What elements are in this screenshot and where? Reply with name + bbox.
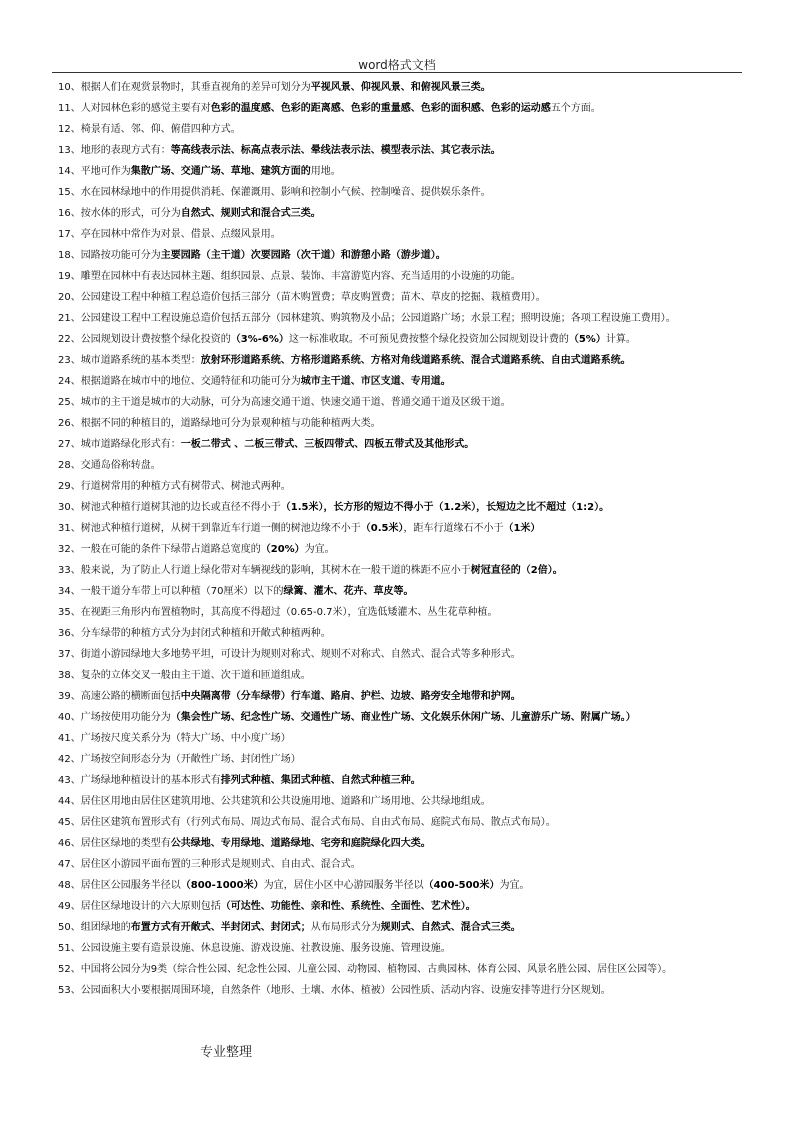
item-emphasis: 布置方式有开敞式、半封闭式、封闭式； bbox=[130, 922, 311, 933]
list-item bbox=[58, 329, 742, 350]
item-text: 26、根据不同的种植目的，道路绿地可分为景观种植与功能种植两大类。 bbox=[58, 418, 381, 429]
item-text: 22、公园规划设计费按整个绿化投资的 bbox=[58, 334, 231, 345]
item-emphasis: （0.5米） bbox=[360, 523, 404, 534]
item-text: 28、交通岛俗称转盘。 bbox=[58, 460, 161, 471]
item-emphasis: （可达性、功能性、亲和性、系统性、全面性、艺术性）。 bbox=[220, 901, 476, 912]
item-text: 12、椅景有适、邻、仰、俯借四种方式。 bbox=[58, 124, 241, 135]
item-text: 35、在视距三角形内布置植物时，其高度不得超过（0.65-0.7米），宜选低矮灌木、丛生花草种植。 bbox=[58, 607, 498, 618]
item-emphasis: （3%-6%） bbox=[230, 334, 289, 345]
item-text: 从布局形式分为 bbox=[310, 922, 381, 933]
item-text: 44、居住区用地由居住区建筑用地、公共建筑和公共设施用地、道路和广场用地、公共绿地组成。 bbox=[58, 796, 491, 807]
item-emphasis: 公共绿地、专用绿地、道路绿地、宅旁和庭院绿化四大类。 bbox=[170, 838, 431, 849]
item-text: 23、城市道路系统的基本类型： bbox=[58, 355, 201, 366]
list-item bbox=[58, 434, 742, 455]
item-text: 16、按水体的形式，可分为 bbox=[58, 208, 181, 219]
list-item bbox=[58, 455, 742, 476]
item-emphasis: 自然式、规则式和混合式三类。 bbox=[180, 208, 321, 219]
list-item bbox=[58, 203, 742, 224]
item-text: 40、广场按使用功能分为 bbox=[58, 712, 171, 723]
item-emphasis: （800-1000米） bbox=[180, 880, 264, 891]
item-emphasis: 绿篱、灌木、花卉、草皮等。 bbox=[283, 586, 414, 597]
list-item bbox=[58, 287, 742, 308]
item-text: 20、公园建设工程中种植工程总造价包括三部分（苗木购置费；草皮购置费；苗木、草皮的挖掘、栽植费用）。 bbox=[58, 292, 546, 303]
list-item bbox=[58, 791, 742, 812]
item-text: 48、居住区公园服务半径以 bbox=[58, 880, 181, 891]
item-emphasis: 城市主干道、市区支道、专用道。 bbox=[300, 376, 451, 387]
item-text: 32、一般在可能的条件下绿带占道路总宽度的 bbox=[58, 544, 261, 555]
list-item bbox=[58, 350, 742, 371]
list-item bbox=[58, 707, 742, 728]
list-item bbox=[58, 917, 742, 938]
item-text: 53、公园面积大小要根据周围环境，自然条件（地形、土壤、水体、植被）公园性质、活动内容、设施安排等进行分区规划。 bbox=[58, 985, 611, 996]
item-emphasis: 平视风景、仰视风景、和俯视风景三类。 bbox=[310, 82, 491, 93]
page-footer: 专业整理 bbox=[200, 1045, 253, 1060]
list-item bbox=[58, 623, 742, 644]
item-text: 49、居住区绿地设计的六大原则包括 bbox=[58, 901, 221, 912]
list-item bbox=[58, 140, 742, 161]
item-text: 42、广场按空间形态分为（开敞性广场、封闭性广场） bbox=[58, 754, 301, 765]
list-item bbox=[58, 959, 742, 980]
list-item bbox=[58, 686, 742, 707]
item-text: 为宜，居住小区中心游园服务半径以 bbox=[263, 880, 424, 891]
item-text: ，距车行道缘石不小于 bbox=[403, 523, 504, 534]
item-emphasis: 排列式种植、集团式种植、自然式种植三种。 bbox=[220, 775, 421, 786]
list-item bbox=[58, 245, 742, 266]
item-text: 51、公园设施主要有造景设施、休息设施、游戏设施、社教设施、服务设施、管理设施。 bbox=[58, 943, 451, 954]
item-text: 29、行道树常用的种植方式有树带式、树池式两种。 bbox=[58, 481, 291, 492]
document-body bbox=[58, 77, 742, 1001]
item-emphasis: （1.5米），长方形的短边不得小于（1.2米），长短边之比不超过（1:2）。 bbox=[280, 502, 610, 513]
item-text: 50、组团绿地的 bbox=[58, 922, 131, 933]
list-item bbox=[58, 581, 742, 602]
list-item bbox=[58, 77, 742, 98]
list-item bbox=[58, 602, 742, 623]
item-text: 52、中国将公园分为9类（综合性公园、纪念性公园、儿童公园、动物园、植物园、古典园林、体育公园、风景名胜公园、居住区公园等）。 bbox=[58, 964, 673, 975]
list-item bbox=[58, 938, 742, 959]
item-text: 41、广场按尺度关系分为（特大广场、中小度广场） bbox=[58, 733, 291, 744]
item-text: 计算。 bbox=[605, 334, 636, 345]
item-text: 为宜。 bbox=[499, 880, 530, 891]
list-item bbox=[58, 980, 742, 1001]
item-emphasis: 规则式、自然式、混合式三类。 bbox=[380, 922, 521, 933]
item-emphasis: 树冠直径的（2倍）。 bbox=[470, 565, 563, 576]
item-text: 37、街道小游园绿地大多地势平坦，可设计为规则对称式、规则不对称式、自然式、混合式等多种形式。 bbox=[58, 649, 521, 660]
item-emphasis: 集散广场、交通广场、草地、建筑方面的 bbox=[130, 166, 311, 177]
list-item bbox=[58, 266, 742, 287]
item-text: 38、复杂的立体交叉一般由主干道、次干道和匝道组成。 bbox=[58, 670, 311, 681]
item-text: 14、平地可作为 bbox=[58, 166, 131, 177]
item-text: 这一标准收取。不可预见费按整个绿化投资加公园规划设计费的 bbox=[288, 334, 569, 345]
item-text: 用地。 bbox=[310, 166, 341, 177]
list-item bbox=[58, 644, 742, 665]
list-item bbox=[58, 182, 742, 203]
list-item bbox=[58, 497, 742, 518]
item-text: 25、城市的主干道是城市的大动脉，可分为高速交通干道、快速交通干道、普通交通干道及区级干道。 bbox=[58, 397, 511, 408]
item-text: 五个方面。 bbox=[550, 103, 601, 114]
list-item bbox=[58, 224, 742, 245]
item-text: 18、园路按功能可分为 bbox=[58, 250, 161, 261]
item-emphasis: 中央隔离带（分车绿带）行车道、路肩、护栏、边坡、路旁安全地带和护网。 bbox=[180, 691, 521, 702]
item-text: 15、水在园林绿地中的作用提供消耗、保灌溉用、影响和控制小气候、控制噪音、提供娱乐条件。 bbox=[58, 187, 491, 198]
page-header-title: word格式文档 bbox=[358, 58, 436, 72]
item-emphasis: （1米） bbox=[503, 523, 541, 534]
item-text: 34、一般干道分车带上可以种植（70厘米）以下的 bbox=[58, 586, 284, 597]
list-item bbox=[58, 518, 742, 539]
item-emphasis: 一板二带式 、二板三带式、三板四带式、四板五带式及其他形式。 bbox=[180, 439, 475, 450]
item-emphasis: 放射环形道路系统、方格形道路系统、方格对角线道路系统、混合式道路系统、自由式道路系统。 bbox=[200, 355, 631, 366]
item-text: 36、分车绿带的种植方式分为封闭式种植和开敞式种植两种。 bbox=[58, 628, 331, 639]
item-emphasis: 色彩的温度感、色彩的距离感、色彩的重量感、色彩的面积感、色彩的运动感 bbox=[210, 103, 551, 114]
list-item bbox=[58, 875, 742, 896]
item-text: 11、人对园林色彩的感觉主要有对 bbox=[58, 103, 211, 114]
list-item bbox=[58, 308, 742, 329]
list-item bbox=[58, 413, 742, 434]
list-item bbox=[58, 728, 742, 749]
item-text: 45、居住区建筑布置形式有（行列式布局、周边式布局、混合式布局、自由式布局、庭院式布局、散点式布局）。 bbox=[58, 817, 556, 828]
list-item bbox=[58, 392, 742, 413]
list-item bbox=[58, 770, 742, 791]
item-emphasis: （5%） bbox=[568, 334, 606, 345]
list-item bbox=[58, 371, 742, 392]
item-text: 46、居住区绿地的类型有 bbox=[58, 838, 171, 849]
list-item bbox=[58, 812, 742, 833]
list-item bbox=[58, 896, 742, 917]
item-emphasis: 主要园路（主干道）次要园路（次干道）和游憩小路（游步道）。 bbox=[160, 250, 446, 261]
list-item bbox=[58, 665, 742, 686]
item-text: 30、树池式种植行道树其池的边长或直径不得小于 bbox=[58, 502, 281, 513]
item-text: 13、地形的表现方式有： bbox=[58, 145, 171, 156]
item-text: 31、树池式种植行道树，从树干到靠近车行道一侧的树池边缘不小于 bbox=[58, 523, 361, 534]
list-item bbox=[58, 854, 742, 875]
item-text: 24、根据道路在城市中的地位、交通特征和功能可分为 bbox=[58, 376, 301, 387]
item-text: 27、城市道路绿化形式有： bbox=[58, 439, 181, 450]
item-emphasis: （20%） bbox=[260, 544, 305, 555]
item-text: 47、居住区小游园平面布置的三种形式是规则式、自由式、混合式。 bbox=[58, 859, 361, 870]
item-text: 10、根据人们在观赏景物时，其垂直视角的差异可划分为 bbox=[58, 82, 311, 93]
item-text: 43、广场绿地种植设计的基本形式有 bbox=[58, 775, 221, 786]
list-item bbox=[58, 476, 742, 497]
item-text: 21、公园建设工程中工程设施总造价包括五部分（园林建筑、购筑物及小品；公园道路广场；水景工程；照明设施；各项工程设施工费用）。 bbox=[58, 313, 676, 324]
item-emphasis: 等高线表示法、标高点表示法、晕线法表示法、模型表示法、其它表示法。 bbox=[170, 145, 501, 156]
list-item bbox=[58, 161, 742, 182]
item-text: 19、雕塑在园林中有表达园林主题、组织园景、点景、装饰、丰富游览内容、充当适用的小设施的功能。 bbox=[58, 271, 521, 282]
list-item bbox=[58, 539, 742, 560]
list-item bbox=[58, 119, 742, 140]
list-item bbox=[58, 560, 742, 581]
header-divider bbox=[52, 72, 742, 73]
item-text: 33、般来说，为了防止人行道上绿化带对车辆视线的影响，其树木在一般干道的株距不应小于 bbox=[58, 565, 471, 576]
item-emphasis: （400-500米） bbox=[423, 880, 500, 891]
list-item bbox=[58, 749, 742, 770]
list-item bbox=[58, 98, 742, 119]
item-text: 39、高速公路的横断面包括 bbox=[58, 691, 181, 702]
item-text: 17、亭在园林中常作为对景、借景、点缀风景用。 bbox=[58, 229, 281, 240]
list-item bbox=[58, 833, 742, 854]
item-emphasis: （集会性广场、纪念性广场、交通性广场、商业性广场、文化娱乐休闲广场、儿童游乐广场、附属广场。） bbox=[170, 712, 636, 723]
item-text: 为宜。 bbox=[304, 544, 335, 555]
